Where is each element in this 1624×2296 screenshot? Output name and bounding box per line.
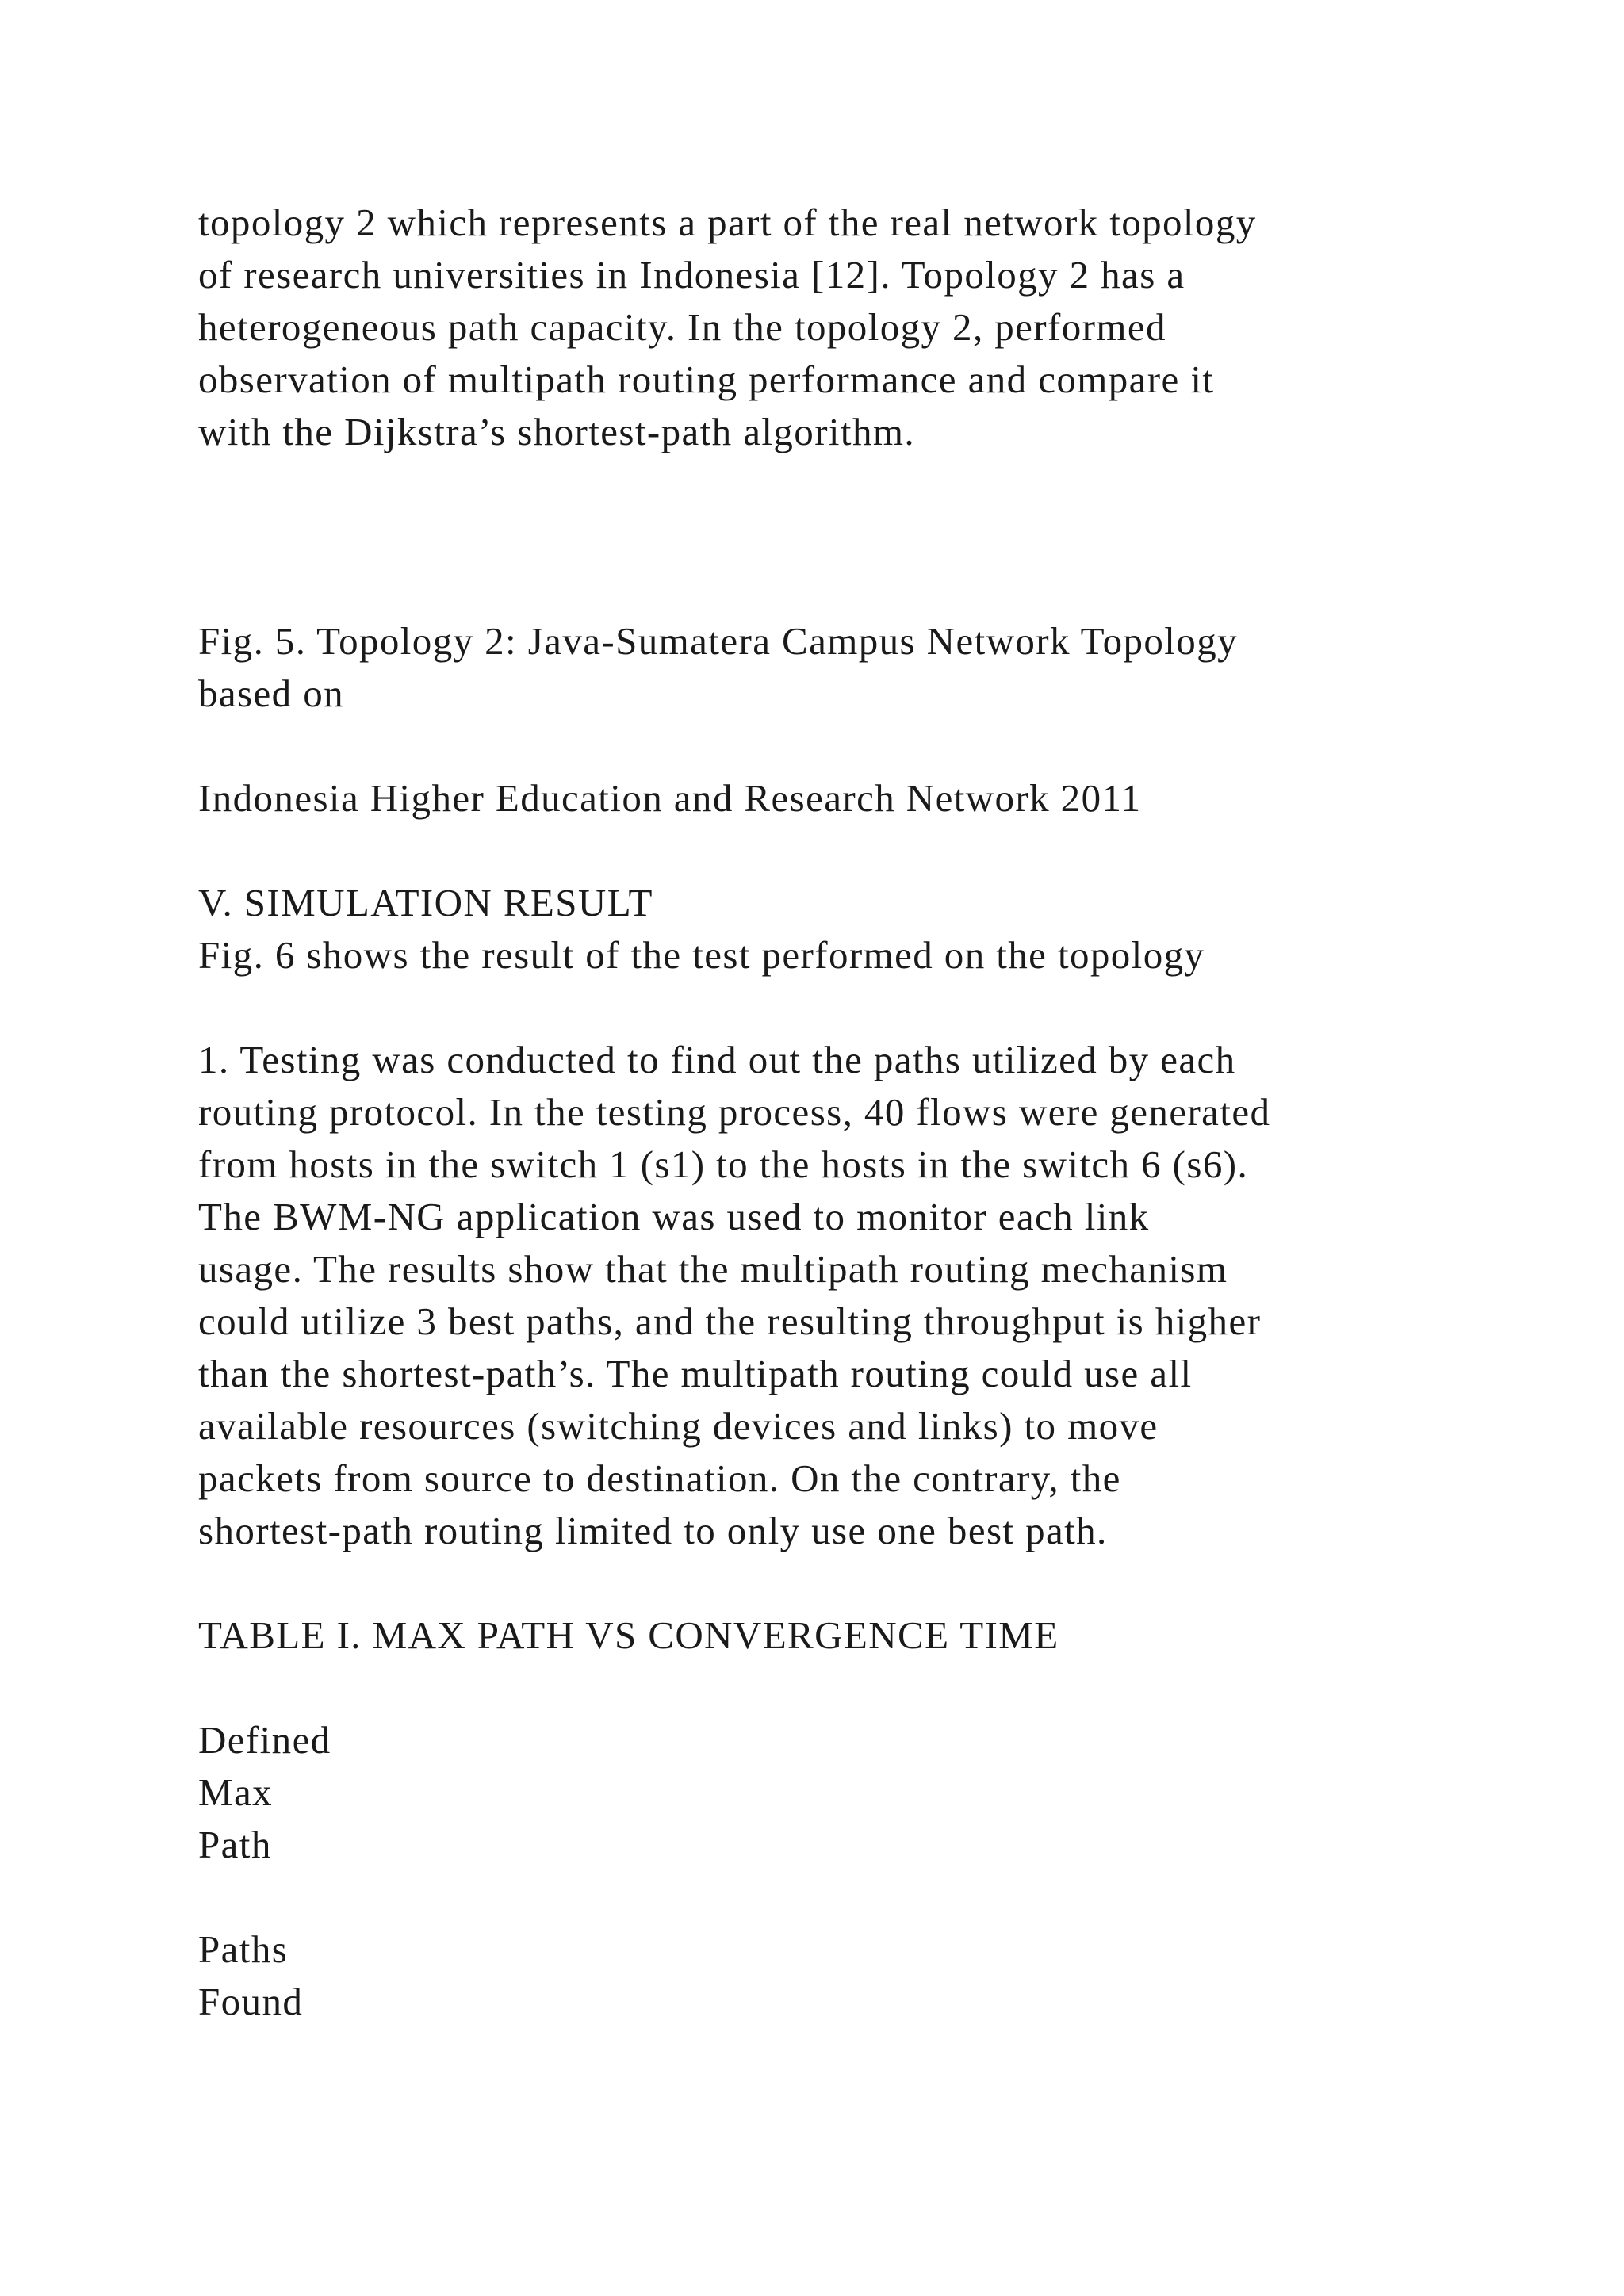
figure-caption <box>198 615 1483 720</box>
section-heading: V. SIMULATION RESULT <box>198 881 653 924</box>
section-block <box>198 877 1483 982</box>
table-header-defined-max-path <box>198 1714 1483 1871</box>
text-line: Path <box>198 1823 272 1866</box>
section-intro: Fig. 6 shows the result of the test performed on the topology <box>198 933 1205 977</box>
text-line: Defined <box>198 1718 331 1762</box>
text-line: could utilize 3 best paths, and the resulting throughput is higher <box>198 1299 1262 1343</box>
text-line: Paths <box>198 1927 289 1971</box>
text-line: The BWM-NG application was used to monitor each link <box>198 1195 1150 1238</box>
text-line: routing protocol. In the testing process, 40 flows were generated <box>198 1090 1271 1134</box>
text-line: based on <box>198 672 345 715</box>
table-title <box>198 1609 1483 1662</box>
text-line: Indonesia Higher Education and Research Network 2011 <box>198 776 1142 820</box>
text-line: usage. The results show that the multipath routing mechanism <box>198 1247 1228 1291</box>
text-line: packets from source to destination. On the contrary, the <box>198 1456 1121 1500</box>
text-line: than the shortest-path’s. The multipath routing could use all <box>198 1352 1193 1395</box>
text-line: of research universities in Indonesia [12]. Topology 2 has a <box>198 253 1185 297</box>
text-line: 1. Testing was conducted to find out the paths utilized by each <box>198 1038 1236 1081</box>
text-line: observation of multipath routing performance and compare it <box>198 358 1215 401</box>
text-line: heterogeneous path capacity. In the topology 2, performed <box>198 305 1166 349</box>
result-paragraph <box>198 1034 1483 1557</box>
text-line: shortest-path routing limited to only use one best path. <box>198 1509 1108 1552</box>
text-line: Fig. 5. Topology 2: Java-Sumatera Campus Network Topology <box>198 619 1238 663</box>
text-line: Max <box>198 1770 274 1814</box>
text-line: TABLE I. MAX PATH VS CONVERGENCE TIME <box>198 1613 1059 1657</box>
text-line: Found <box>198 1980 304 2023</box>
intro-paragraph <box>198 197 1483 458</box>
text-line: from hosts in the switch 1 (s1) to the hosts in the switch 6 (s6). <box>198 1142 1249 1186</box>
text-line: with the Dijkstra’s shortest-path algorithm. <box>198 410 916 453</box>
text-line: topology 2 which represents a part of the real network topology <box>198 201 1257 244</box>
text-line: available resources (switching devices and links) to move <box>198 1404 1159 1448</box>
table-header-paths-found <box>198 1923 1483 2028</box>
figure-caption-source <box>198 772 1483 825</box>
